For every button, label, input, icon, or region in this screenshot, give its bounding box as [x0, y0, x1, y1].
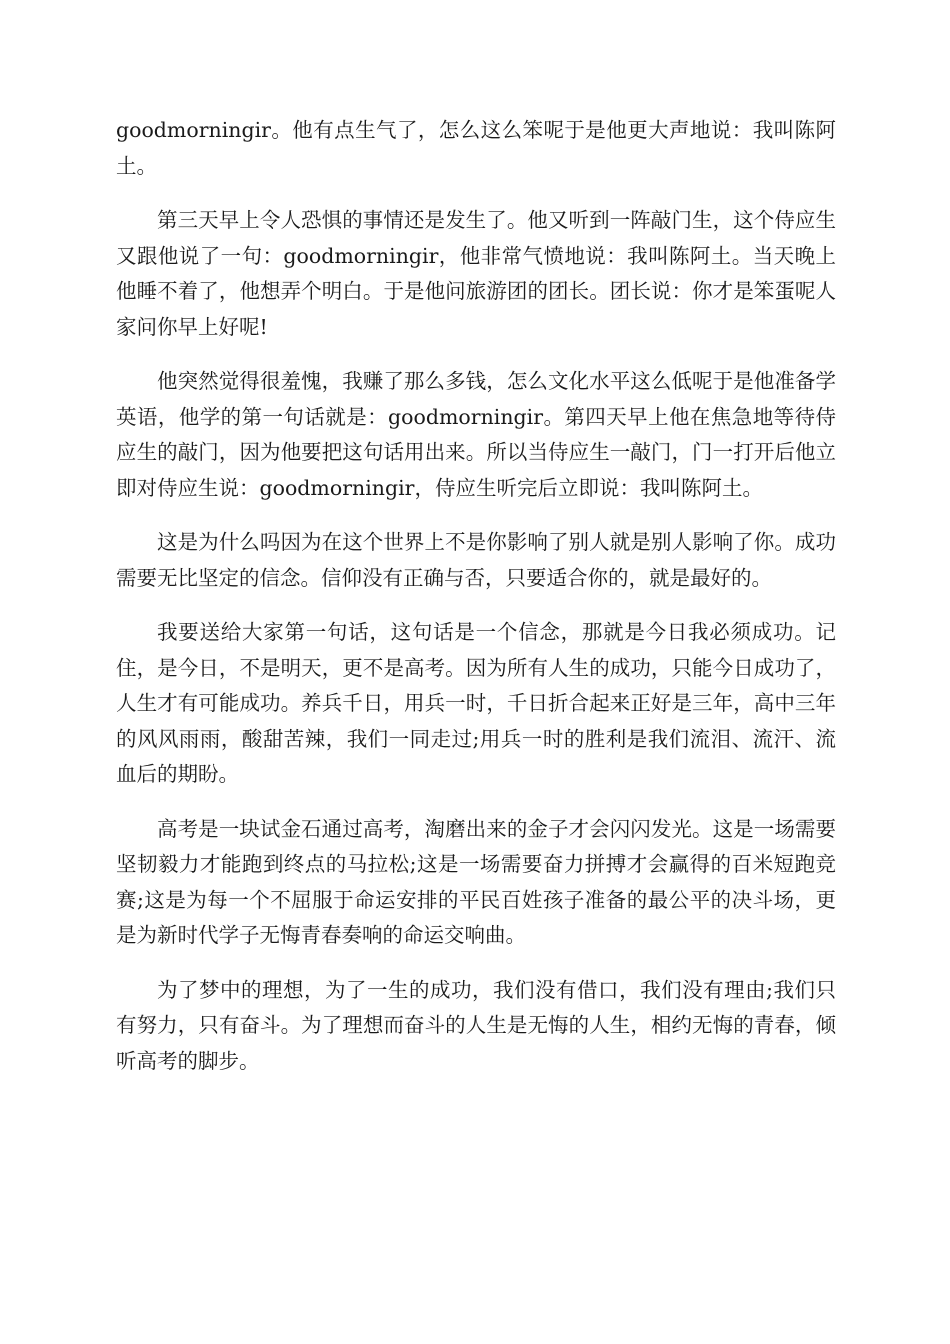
paragraph: 高考是一块试金石通过高考，淘磨出来的金子才会闪闪发光。这是一场需要坚韧毅力才能跑到终点的马拉松;这是一场需要奋力拼搏才会赢得的百米短跑竞赛;这是为每一个不屈服于命运安排的平民百姓孩子准备的最公平的决斗场，更是为新时代学子无悔青春奏响的命运交响曲。 [116, 816, 836, 947]
paragraph: 他突然觉得很羞愧，我赚了那么多钱，怎么文化水平这么低呢于是他准备学英语，他学的第一句话就是：goodmorningir。第四天早上他在焦急地等待侍应生的敲门，因为他要把这句话用出来。所以当侍应生一敲门，门一打开后他立即对侍应生说：goodmorningir，侍应生听完后立即说：我叫陈阿土。 [116, 369, 836, 500]
paragraph-continued: goodmorningir。他有点生气了，怎么这么笨呢于是他更大声地说：我叫陈阿土。 [116, 118, 836, 178]
document-page [116, 113, 836, 1098]
paragraph: 为了梦中的理想，为了一生的成功，我们没有借口，我们没有理由;我们只有努力，只有奋斗。为了理想而奋斗的人生是无悔的人生，相约无悔的青春，倾听高考的脚步。 [116, 977, 836, 1073]
paragraph: 我要送给大家第一句话，这句话是一个信念，那就是今日我必须成功。记住，是今日，不是明天，更不是高考。因为所有人生的成功，只能今日成功了，人生才有可能成功。养兵千日，用兵一时，千日折合起来正好是三年，高中三年的风风雨雨，酸甜苦辣，我们一同走过;用兵一时的胜利是我们流泪、流汗、流血后的期盼。 [116, 620, 836, 786]
paragraph: 这是为什么吗因为在这个世界上不是你影响了别人就是别人影响了你。成功需要无比坚定的信念。信仰没有正确与否，只要适合你的，就是最好的。 [116, 530, 836, 590]
paragraph: 第三天早上令人恐惧的事情还是发生了。他又听到一阵敲门生，这个侍应生又跟他说了一句：goodmorningir，他非常气愤地说：我叫陈阿土。当天晚上他睡不着了，他想弄个明白。于是他问旅游团的团长。团长说：你才是笨蛋呢人家问你早上好呢! [116, 208, 836, 339]
